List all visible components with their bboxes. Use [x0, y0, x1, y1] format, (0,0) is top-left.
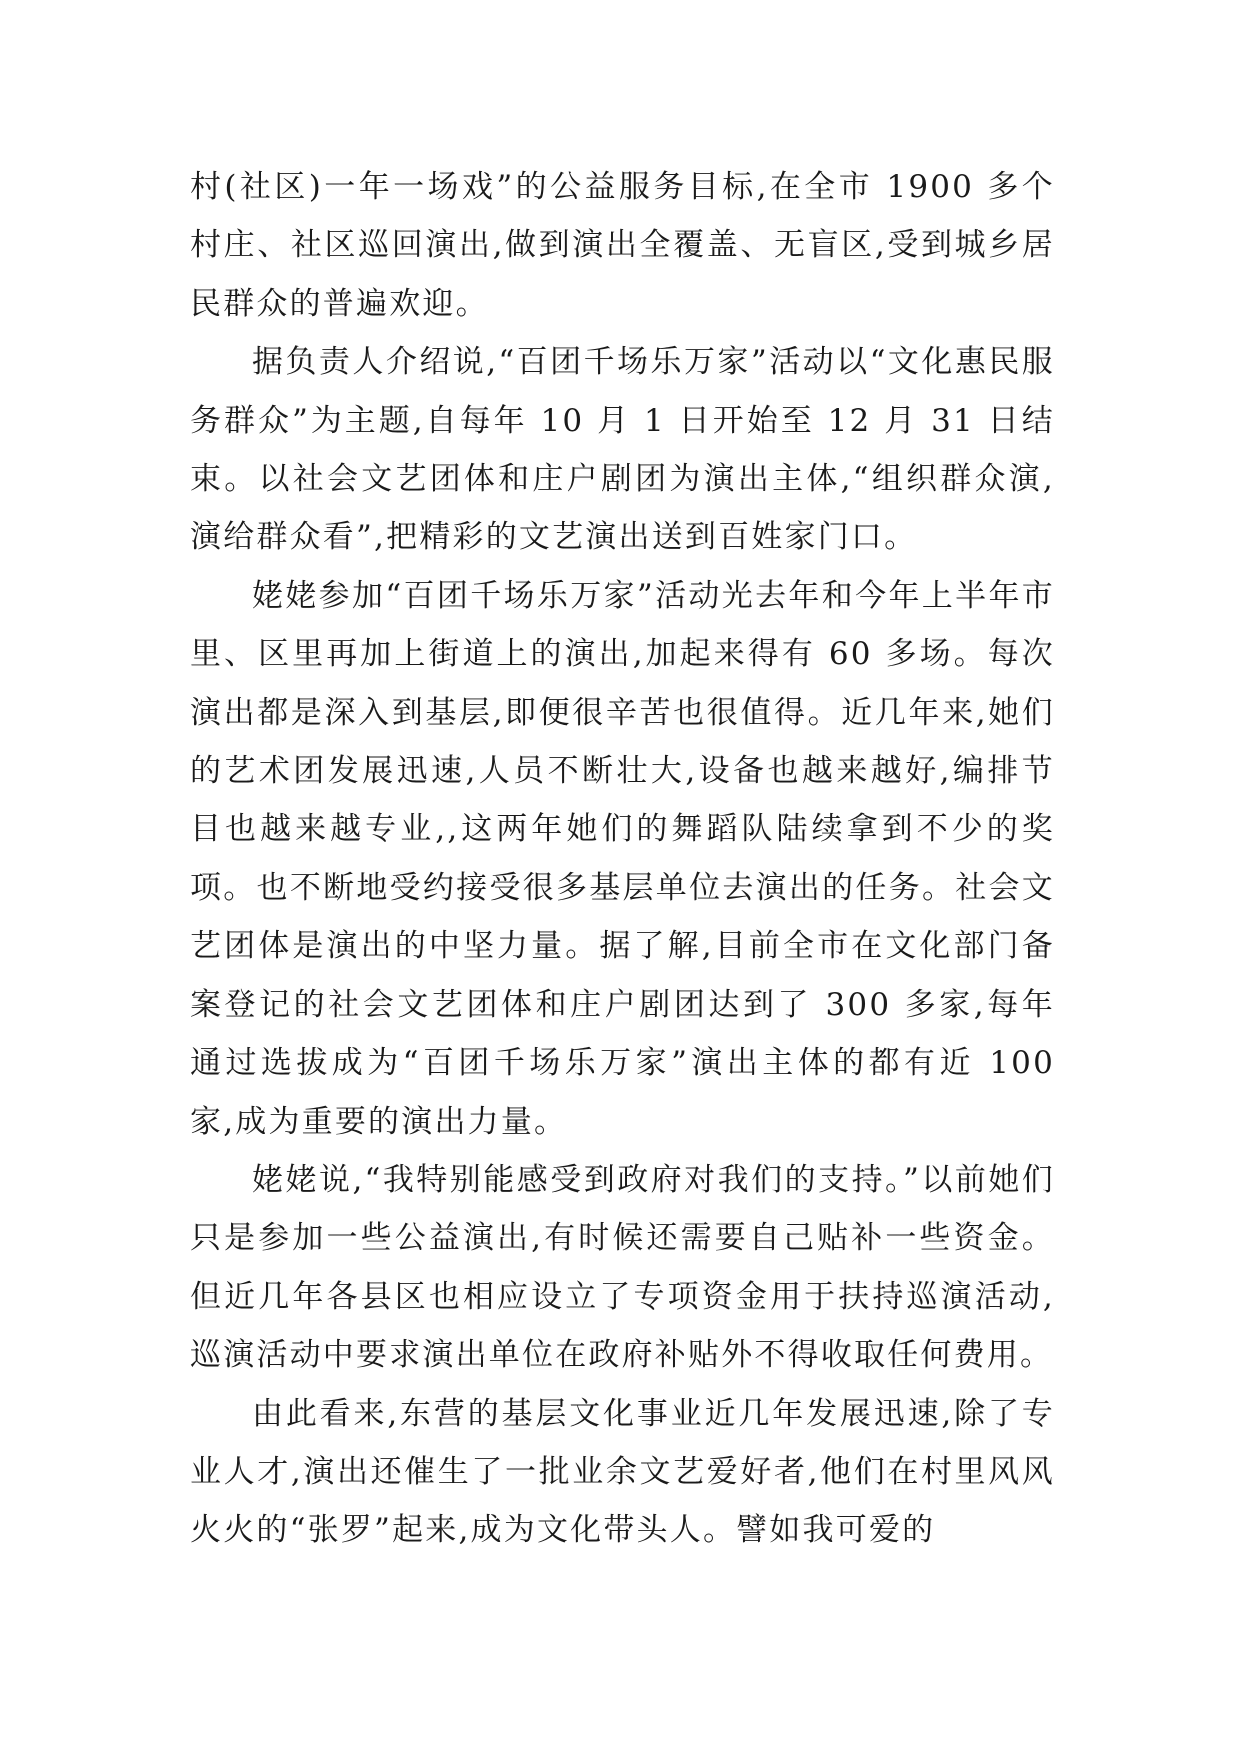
paragraph-event-intro: 据负责人介绍说,“百团千场乐万家”活动以“文化惠民服务群众”为主题,自每年 10 月 1 日开始至 12 月 31 日结束。以社会文艺团体和庄户剧团为演出主体,“组织群众演,演给群众看”,把精彩的文艺演出送到百姓家门口。: [190, 344, 1055, 556]
document-body: [190, 158, 1055, 1560]
paragraph-grandma-performances: 姥姥参加“百团千场乐万家”活动光去年和今年上半年市里、区里再加上街道上的演出,加起来得有 60 多场。每次演出都是深入到基层,即便很辛苦也很值得。近几年来,她们的艺术团发展迅速,人员不断壮大,设备也越来越好,编排节目也越来越专业,,这两年她们的舞蹈队陆续拿到不少的奖项。也不断地受约接受很多基层单位去演出的任务。社会文艺团体是演出的中坚力量。据了解,目前全市在文化部门备案登记的社会文艺团体和庄户剧团达到了 300 多家,每年通过选拔成为“百团千场乐万家”演出主体的都有近 100 家,成为重要的演出力量。: [190, 577, 1055, 1140]
paragraph-conclusion: 由此看来,东营的基层文化事业近几年发展迅速,除了专业人才,演出还催生了一批业余文艺爱好者,他们在村里风风火火的“张罗”起来,成为文化带头人。譬如我可爱的: [190, 1395, 1055, 1549]
paragraph-continuation: 村(社区)一年一场戏”的公益服务目标,在全市 1900 多个村庄、社区巡回演出,做到演出全覆盖、无盲区,受到城乡居民群众的普遍欢迎。: [190, 169, 1055, 322]
paragraph-government-support: 姥姥说,“我特别能感受到政府对我们的支持。”以前她们只是参加一些公益演出,有时候还需要自己贴补一些资金。但近几年各县区也相应设立了专项资金用于扶持巡演活动,巡演活动中要求演出单位在政府补贴外不得收取任何费用。: [190, 1161, 1055, 1374]
